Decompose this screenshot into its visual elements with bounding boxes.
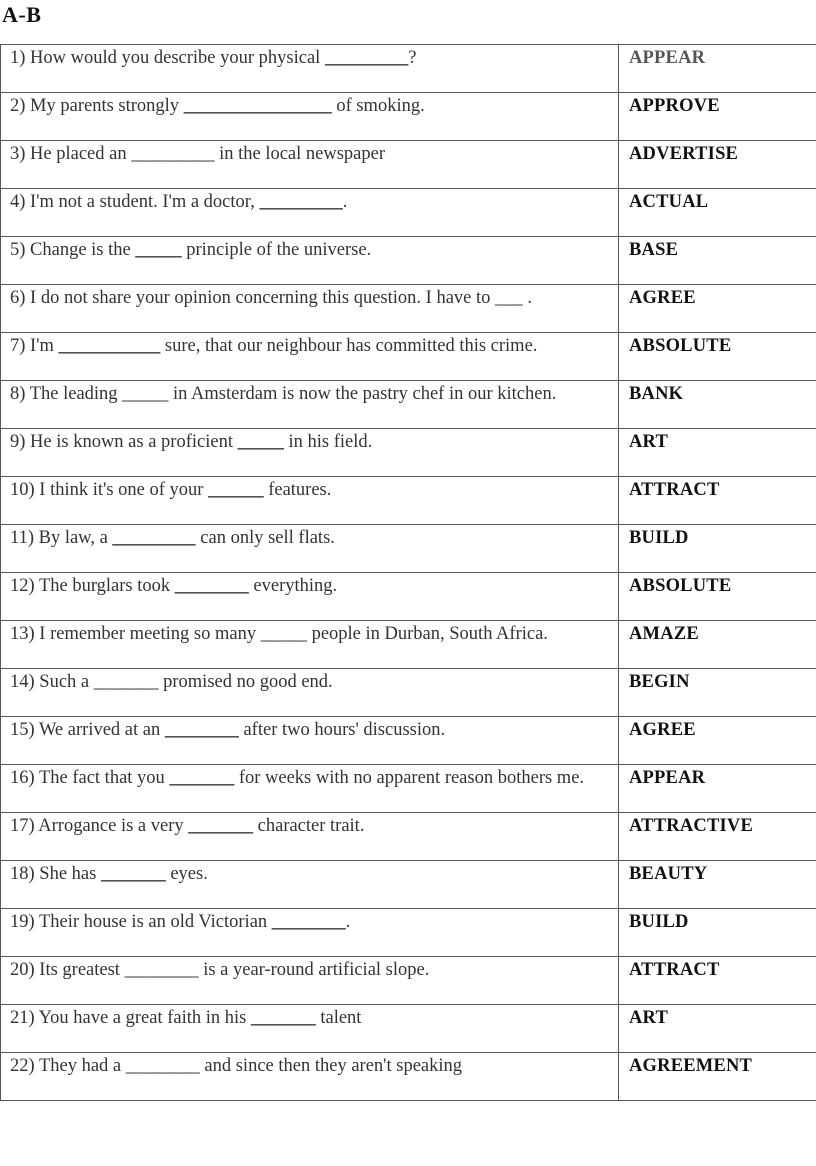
sentence-cell: [1, 333, 619, 381]
sentence-text-before: 20) Its greatest: [10, 960, 125, 980]
table-row: [1, 333, 816, 381]
sentence-cell: [1, 669, 619, 717]
base-word-cell: ADVERTISE: [619, 141, 816, 189]
table-row: [1, 141, 816, 189]
answer-blank[interactable]: ___: [495, 288, 523, 308]
base-word-cell: BEGIN: [619, 669, 816, 717]
table-row: [1, 573, 816, 621]
answer-blank[interactable]: ________: [174, 576, 249, 596]
answer-blank[interactable]: _____: [135, 240, 182, 260]
sentence-text-before: 18) She has: [10, 864, 101, 884]
answer-blank[interactable]: _______: [169, 768, 235, 788]
sentence-text-before: 11) By law, a: [10, 528, 113, 548]
sentence-text-after: after two hours' discussion.: [238, 720, 446, 740]
answer-blank[interactable]: _______: [188, 816, 254, 836]
sentence-text-before: 17) Arrogance is a very: [10, 816, 189, 836]
table-row: [1, 381, 816, 429]
table-row: [1, 669, 816, 717]
sentence-text-before: 12) The burglars took: [10, 576, 175, 596]
sentence-cell: [1, 1005, 619, 1053]
sentence-cell: [1, 93, 619, 141]
sentence-cell: [1, 237, 619, 285]
answer-blank[interactable]: _____: [260, 624, 307, 644]
sentence-text-after: eyes.: [165, 864, 208, 884]
table-row: [1, 909, 816, 957]
sentence-text-before: 21) You have a great faith in his: [10, 1008, 251, 1028]
answer-blank[interactable]: _____: [122, 384, 169, 404]
base-word-cell: APPROVE: [619, 93, 816, 141]
answer-blank[interactable]: _______: [100, 864, 166, 884]
base-word-cell: ATTRACT: [619, 957, 816, 1005]
sentence-text-before: 15) We arrived at an: [10, 720, 165, 740]
answer-blank[interactable]: ________: [164, 720, 239, 740]
table-row: [1, 525, 816, 573]
sentence-text-before: 3) He placed an: [10, 144, 132, 164]
sentence-cell: [1, 189, 619, 237]
sentence-cell: [1, 621, 619, 669]
sentence-text-after: character trait.: [253, 816, 365, 836]
base-word-cell: ABSOLUTE: [619, 333, 816, 381]
answer-blank[interactable]: _________: [259, 192, 343, 212]
sentence-cell: [1, 477, 619, 525]
sentence-text-after: principle of the universe.: [181, 240, 372, 260]
sentence-text-after: in his field.: [283, 432, 373, 452]
base-word-cell: ART: [619, 1005, 816, 1053]
table-row: [1, 813, 816, 861]
answer-blank[interactable]: _________: [112, 528, 196, 548]
word-formation-table: [0, 44, 816, 1101]
answer-blank[interactable]: ________: [271, 912, 346, 932]
base-word-cell: AGREE: [619, 717, 816, 765]
sentence-text-after: sure, that our neighbour has committed this crime.: [160, 336, 538, 356]
sentence-text-after: talent: [315, 1008, 362, 1028]
table-row: [1, 717, 816, 765]
base-word-cell: BUILD: [619, 525, 816, 573]
base-word-cell: BUILD: [619, 909, 816, 957]
sentence-text-after: .: [342, 192, 348, 212]
sentence-text-before: 9) He is known as a proficient: [10, 432, 238, 452]
sentence-cell: [1, 957, 619, 1005]
table-row: [1, 45, 816, 93]
sentence-cell: [1, 813, 619, 861]
table-row: [1, 477, 816, 525]
base-word-cell: BANK: [619, 381, 816, 429]
sentence-cell: [1, 909, 619, 957]
table-row: [1, 621, 816, 669]
table-row: [1, 237, 816, 285]
sentence-cell: [1, 525, 619, 573]
base-word-cell: APPEAR: [619, 45, 816, 93]
sentence-text-before: 8) The leading: [10, 384, 123, 404]
sentence-text-before: 14) Such a: [10, 672, 94, 692]
sentence-cell: [1, 765, 619, 813]
answer-blank[interactable]: ________________: [183, 96, 332, 116]
answer-blank[interactable]: _______: [250, 1008, 316, 1028]
answer-blank[interactable]: ______: [208, 480, 264, 500]
sentence-text-after: everything.: [248, 576, 338, 596]
sentence-text-after: .: [522, 288, 533, 308]
answer-blank[interactable]: ___________: [58, 336, 161, 356]
sentence-text-after: promised no good end.: [158, 672, 333, 692]
sentence-text-before: 16) The fact that you: [10, 768, 170, 788]
sentence-cell: [1, 1053, 619, 1101]
sentence-text-before: 6) I do not share your opinion concerning this question. I have to: [10, 288, 496, 308]
sentence-text-before: 7) I'm: [10, 336, 59, 356]
sentence-cell: [1, 141, 619, 189]
sentence-text-after: for weeks with no apparent reason bothers me.: [234, 768, 585, 788]
sentence-cell: [1, 717, 619, 765]
sentence-text-before: 13) I remember meeting so many: [10, 624, 261, 644]
sentence-text-after: of smoking.: [331, 96, 425, 116]
sentence-text-before: 4) I'm not a student. I'm a doctor,: [10, 192, 260, 212]
base-word-cell: ATTRACTIVE: [619, 813, 816, 861]
sentence-text-after: .: [345, 912, 351, 932]
base-word-cell: AMAZE: [619, 621, 816, 669]
table-row: [1, 189, 816, 237]
table-row: [1, 765, 816, 813]
answer-blank[interactable]: _____: [237, 432, 284, 452]
answer-blank[interactable]: _______: [93, 672, 159, 692]
table-row: [1, 1053, 816, 1101]
base-word-cell: ART: [619, 429, 816, 477]
base-word-cell: APPEAR: [619, 765, 816, 813]
base-word-cell: BASE: [619, 237, 816, 285]
sentence-text-before: 22) They had a: [10, 1056, 126, 1076]
sentence-text-after: can only sell flats.: [195, 528, 335, 548]
sentence-text-after: ?: [408, 48, 417, 68]
sentence-text-before: 10) I think it's one of your: [10, 480, 209, 500]
answer-blank[interactable]: ________: [125, 1056, 200, 1076]
sentence-cell: [1, 429, 619, 477]
answer-blank[interactable]: ________: [124, 960, 199, 980]
table-row: [1, 957, 816, 1005]
sentence-text-before: 2) My parents strongly: [10, 96, 184, 116]
answer-blank[interactable]: _________: [324, 48, 409, 68]
sentence-text-after: people in Durban, South Africa.: [306, 624, 548, 644]
base-word-cell: ABSOLUTE: [619, 573, 816, 621]
sentence-text-after: features.: [263, 480, 332, 500]
table-row: [1, 1005, 816, 1053]
base-word-cell: AGREEMENT: [619, 1053, 816, 1101]
table-row: [1, 93, 816, 141]
table-row: [1, 861, 816, 909]
sentence-cell: [1, 285, 619, 333]
base-word-cell: AGREE: [619, 285, 816, 333]
base-word-cell: BEAUTY: [619, 861, 816, 909]
sentence-text-before: 5) Change is the: [10, 240, 136, 260]
page-title: A-B: [2, 2, 42, 27]
base-word-cell: ATTRACT: [619, 477, 816, 525]
sentence-cell: [1, 381, 619, 429]
sentence-cell: [1, 45, 619, 93]
sentence-text-after: and since then they aren't speaking: [199, 1056, 463, 1076]
sentence-text-after: in Amsterdam is now the pastry chef in our kitchen.: [168, 384, 557, 404]
sentence-text-before: 1) How would you describe your physical: [10, 48, 325, 68]
table-row: [1, 285, 816, 333]
base-word-cell: ACTUAL: [619, 189, 816, 237]
sentence-text-before: 19) Their house is an old Victorian: [10, 912, 272, 932]
answer-blank[interactable]: _________: [131, 144, 215, 164]
sentence-cell: [1, 861, 619, 909]
sentence-cell: [1, 573, 619, 621]
sentence-text-after: is a year-round artificial slope.: [198, 960, 430, 980]
table-row: [1, 429, 816, 477]
sentence-text-after: in the local newspaper: [214, 144, 386, 164]
